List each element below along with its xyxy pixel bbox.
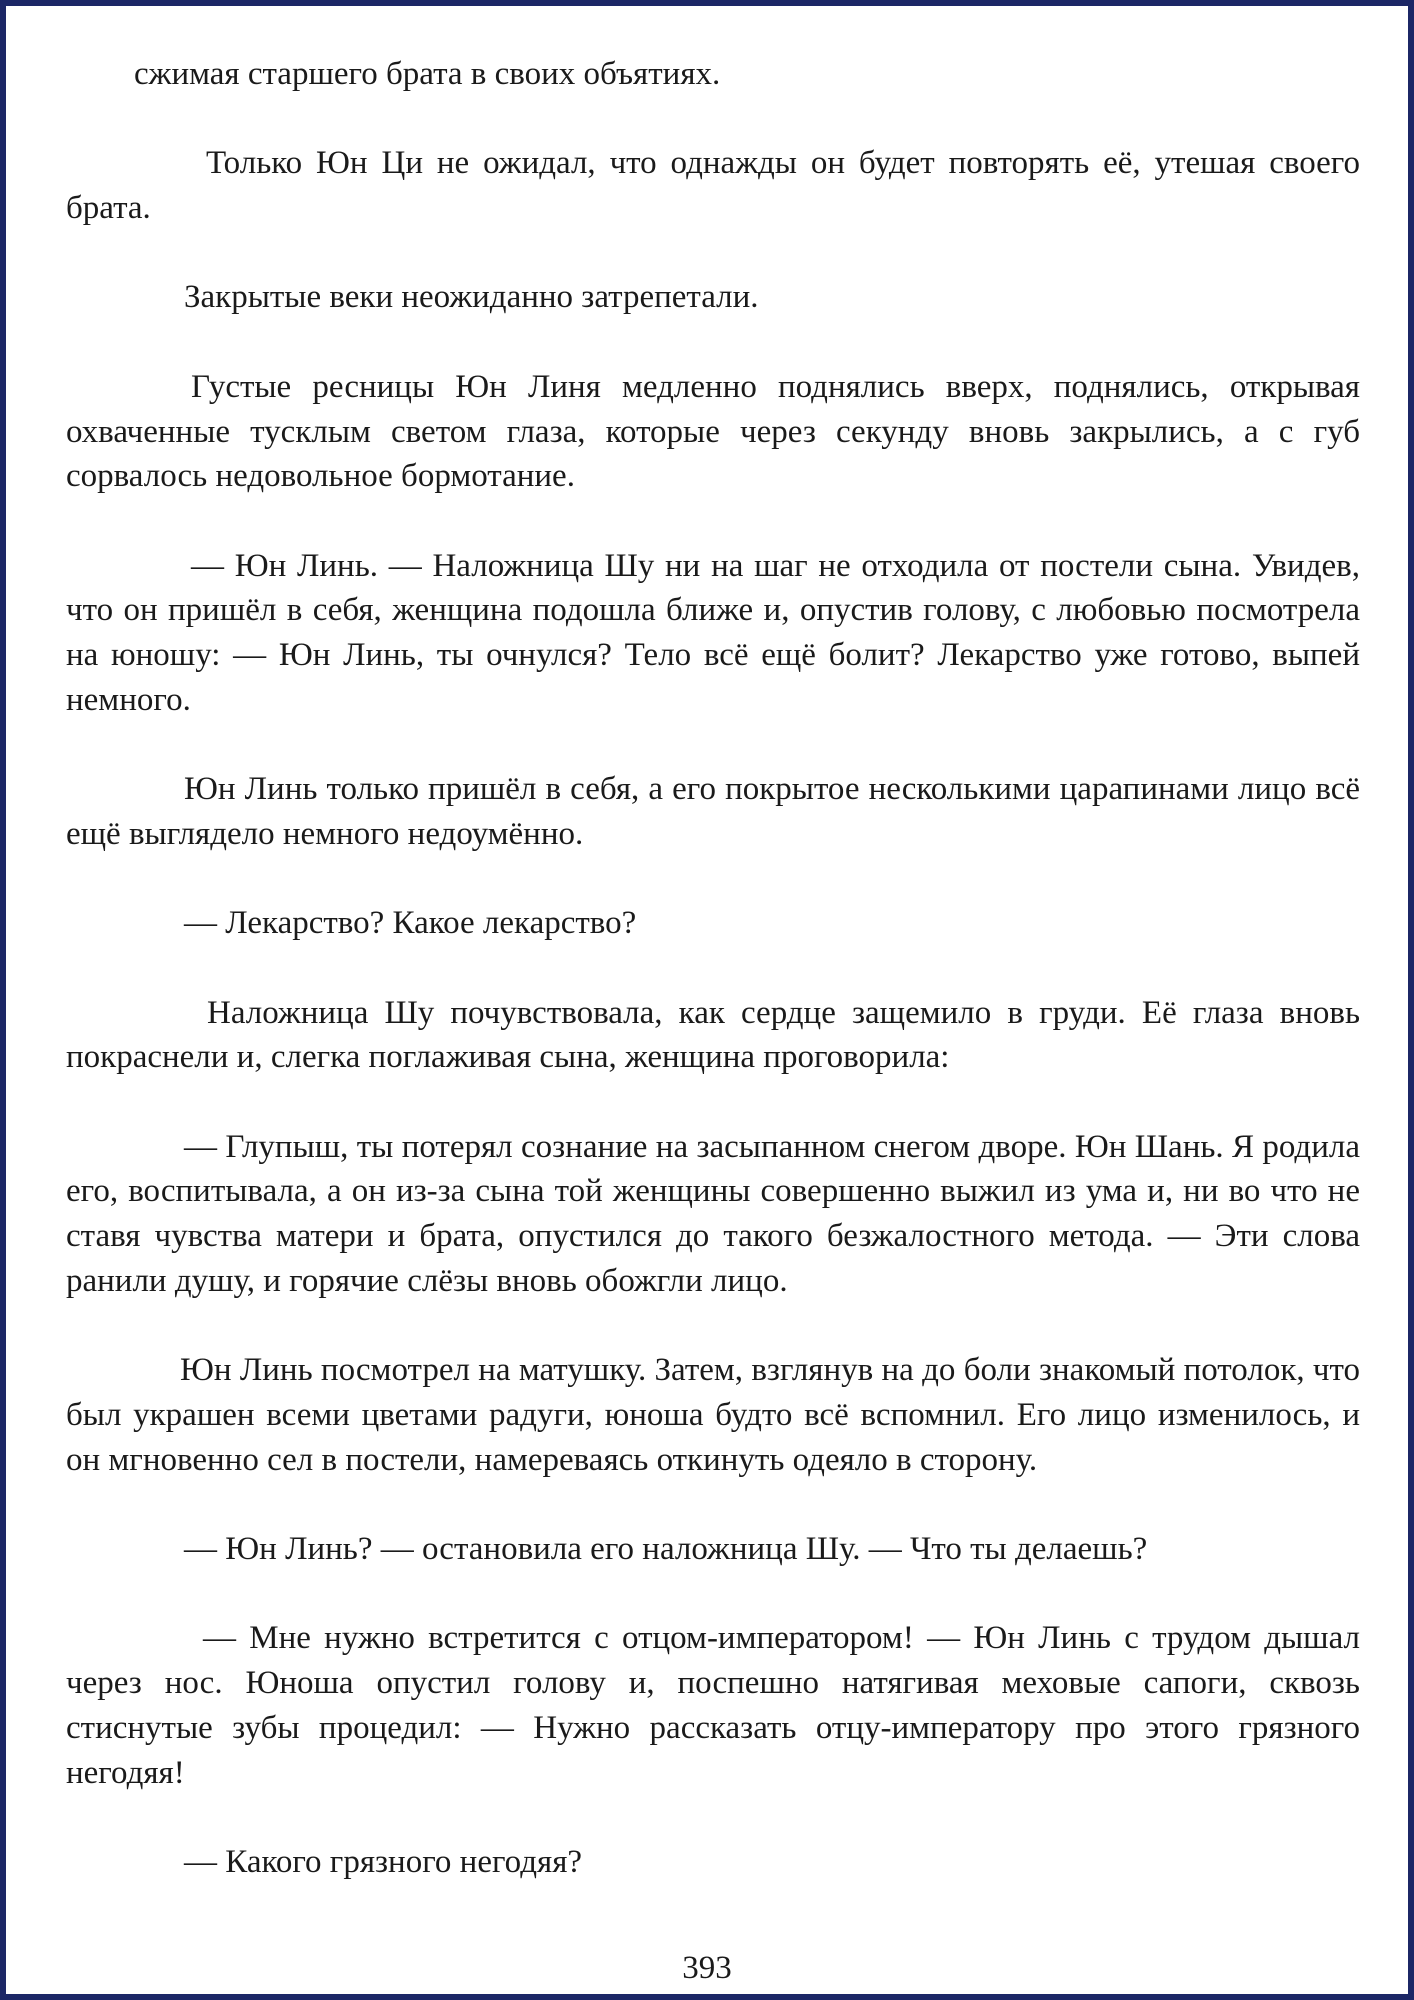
paragraph: — Лекарство? Какое лекарство? [184, 905, 637, 942]
paragraph: сжимая старшего брата в своих объятиях. [134, 56, 721, 92]
paragraph: — Юн Линь? — остановила его наложница Шу. — Что ты делаешь? [184, 1531, 1148, 1568]
paragraph: Юн Линь только пришёл в себя, а его покрытое несколькими царапинами лицо всё ещё выглядело немного недоумённо. [66, 771, 1360, 852]
paragraph: Густые ресницы Юн Линя медленно поднялись вверх, поднялись, открывая охваченные тусклым светом глаза, которые через секунду вновь закрылись, а с губ сорвалось недовольное бормотание. [66, 368, 1360, 495]
paragraph: Юн Линь посмотрел на матушку. Затем, взглянув на до боли знакомый потолок, что был украшен всеми цветами радуги, юноша будто всё вспомнил. Его лицо изменилось, и он мгновенно сел в постели, намереваясь откинуть одеяло в сторону. [66, 1352, 1360, 1478]
paragraph: — Глупыш, ты потерял сознание на засыпанном снегом дворе. Юн Шань. Я родила его, воспитывала, а он из-за сына той женщины совершенно выжил из ума и, ни во что не ставя чувства матери и брата, опустился до такого безжалостного метода. — Эти слова ранили душу, и горячие слёзы вновь обожгли лицо. [66, 1128, 1360, 1299]
paragraph: — Мне нужно встретится с отцом-императором! — Юн Линь с трудом дышал через нос. Юноша опустил голову и, поспешно натягивая меховые сапоги, сквозь стиснутые зубы процедил: — Нужно рассказать отцу-императору про этого грязного негодяя! [66, 1620, 1360, 1791]
paragraph: Только Юн Ци не ожидал, что однажды он будет повторять её, утешая своего брата. [66, 145, 1360, 227]
paragraph: Наложница Шу почувствовала, как сердце защемило в груди. Её глаза вновь покраснели и, слегка поглаживая сына, женщина проговорила: [66, 994, 1360, 1076]
text-column [66, 52, 1360, 1929]
paragraph: — Какого грязного негодяя? [184, 1843, 583, 1880]
page-number: 393 [682, 1950, 732, 1986]
paragraph: Закрытые веки неожиданно затрепетали. [184, 279, 759, 316]
paragraph: — Юн Линь. — Наложница Шу ни на шаг не отходила от постели сына. Увидев, что он пришёл в себя, женщина подошла ближе и, опустив голову, с любовью посмотрела на юношу: — Юн Линь, ты очнулся? Тело всё ещё болит? Лекарство уже готово, выпей немного. [66, 547, 1360, 718]
